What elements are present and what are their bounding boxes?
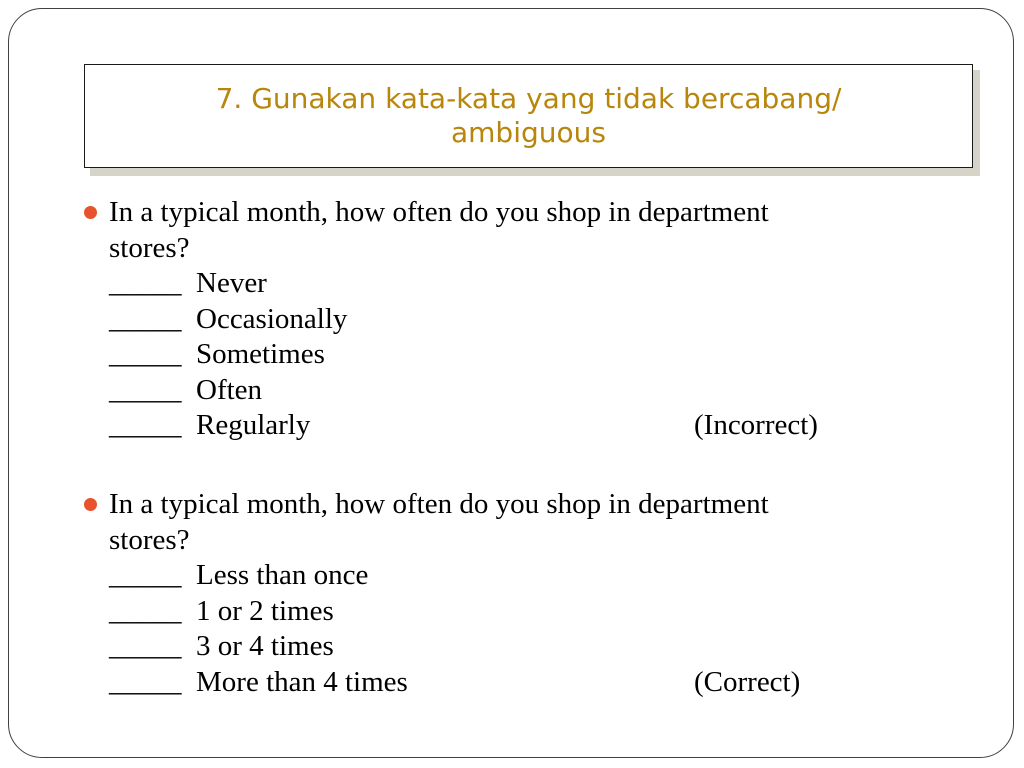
answer-blank: _____ — [109, 338, 189, 370]
question-line-2: stores? — [109, 523, 190, 556]
verdict-label: (Incorrect) — [694, 409, 818, 441]
question-line-2: stores? — [109, 231, 190, 264]
option-label: Less than once — [196, 559, 369, 591]
bullet-dot-icon — [84, 206, 97, 219]
option-row — [109, 302, 964, 338]
option-row — [109, 594, 964, 630]
option-label: Regularly — [196, 409, 311, 441]
option-row — [109, 266, 964, 302]
answer-blank: _____ — [109, 630, 189, 662]
slide-title-line-1: 7. Gunakan kata-kata yang tidak bercabang/ — [215, 82, 842, 115]
option-label: Occasionally — [196, 302, 348, 335]
option-label: 1 or 2 times — [196, 594, 334, 627]
option-label: 3 or 4 times — [196, 630, 334, 662]
option-label: Sometimes — [196, 338, 325, 370]
answer-blank: _____ — [109, 559, 189, 591]
verdict-label: (Correct) — [694, 665, 801, 698]
question-line-1: In a typical month, how often do you shop in department — [109, 196, 769, 228]
title-box — [84, 64, 973, 168]
answer-blank: _____ — [109, 267, 189, 299]
answer-blank: _____ — [109, 302, 189, 335]
answer-blank: _____ — [109, 409, 189, 441]
option-row — [109, 629, 964, 665]
option-row — [109, 373, 964, 409]
option-row — [109, 665, 964, 701]
option-row — [109, 558, 964, 594]
answer-blank: _____ — [109, 594, 189, 627]
bullet-dot-icon — [84, 498, 97, 511]
option-label: Often — [196, 373, 263, 406]
bullet-item-1 — [84, 195, 964, 444]
option-row — [109, 337, 964, 373]
question-line-1: In a typical month, how often do you shop in department — [109, 488, 769, 520]
option-label: Never — [196, 267, 267, 299]
answer-blank: _____ — [109, 373, 189, 406]
slide-title-line-2: ambiguous — [451, 116, 606, 149]
option-label: More than 4 times — [196, 665, 408, 698]
option-row — [109, 408, 964, 444]
bullet-item-2 — [84, 487, 964, 700]
answer-blank: _____ — [109, 665, 189, 698]
